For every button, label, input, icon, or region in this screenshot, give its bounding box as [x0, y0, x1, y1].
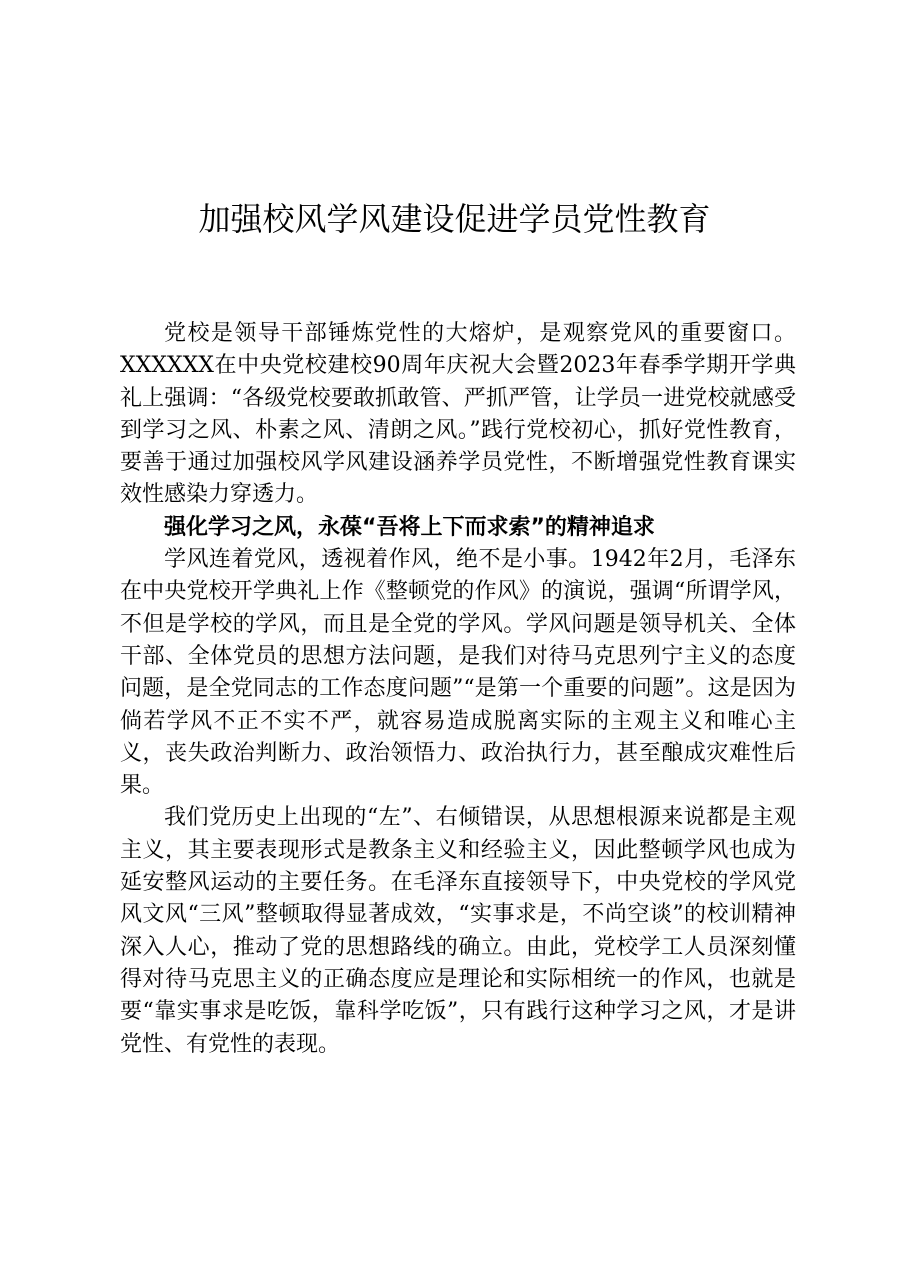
section-paragraph-2: 我们党历史上出现的“左”、右倾错误，从思想根源来说都是主观主义，其主要表现形式是教条主义和经验主义，因此整顿学风也成为延安整风运动的主要任务。在毛泽东直接领导下，中央党校的学风党风文风“三风”整顿取得显著成效，“实事求是，不尚空谈”的校训精神深入人心，推动了党的思想路线的确立。由此，党校学工人员深刻懂得对待马克思主义的正确态度应是理论和实际相统一的作风，也就是要“靠实事求是吃饭，靠科学吃饭”，只有践行这种学习之风，才是讲党性、有党性的表现。: [120, 805, 796, 1057]
document-title: 加强校风学风建设促进学员党性教育: [198, 200, 711, 238]
document-body: [120, 318, 796, 1061]
intro-paragraph: 党校是领导干部锤炼党性的大熔炉，是观察党风的重要窗口。XXXXXX在中央党校建校90周年庆祝大会暨2023年春季学期开学典礼上强调：“各级党校要敢抓敢管、严抓严管，让学员一进党校就感受到学习之风、朴素之风、清朗之风。”践行党校初心，抓好党性教育，要善于通过加强校风学风建设涵养学员党性，不断增强党性教育课实效性感染力穿透力。: [120, 321, 796, 508]
section-heading: 强化学习之风，永葆“吾将上下而求索”的精神追求: [164, 514, 655, 540]
section-paragraph-1: 学风连着党风，透视着作风，绝不是小事。1942年2月，毛泽东在中央党校开学典礼上作《整顿党的作风》的演说，强调“所谓学风，不但是学校的学风，而且是全党的学风。学风问题是领导机关、全体干部、全体党员的思想方法问题，是我们对待马克思列宁主义的态度问题，是全党同志的工作态度问题”“是第一个重要的问题”。这是因为倘若学风不正不实不严，就容易造成脱离实际的主观主义和唯心主义，丧失政治判断力、政治领悟力、政治执行力，甚至酿成灾难性后果。: [120, 547, 796, 799]
